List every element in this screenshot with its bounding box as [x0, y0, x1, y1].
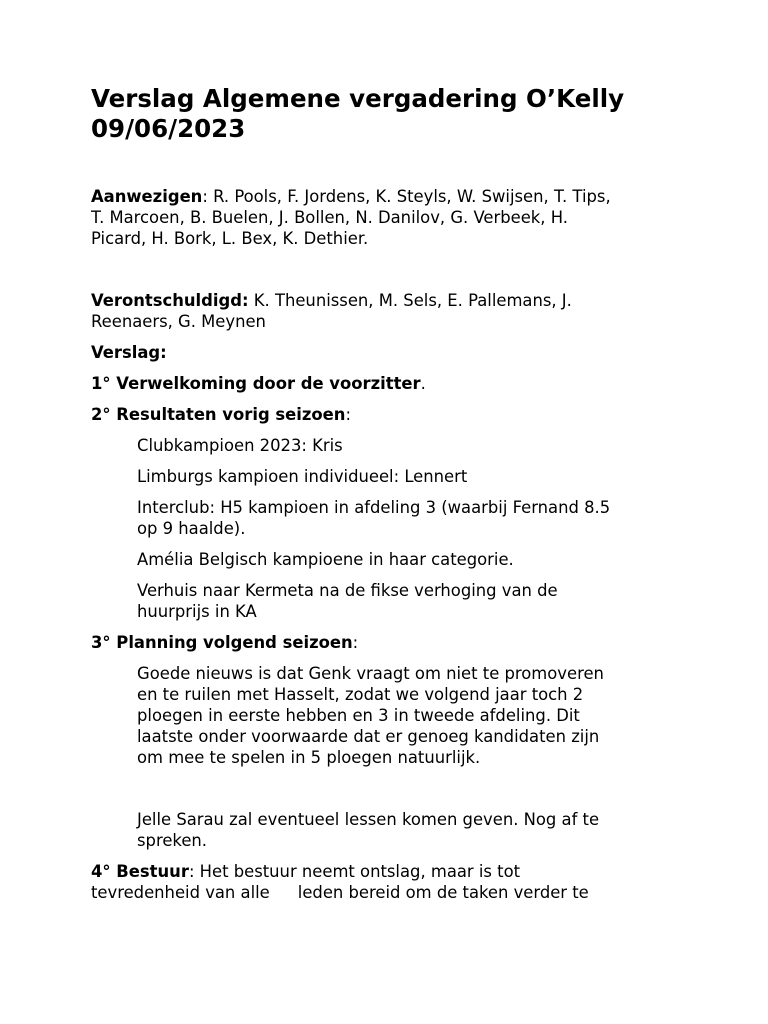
report-label: Verslag: — [91, 343, 167, 362]
excused-line-1: K. Theunissen, M. Sels, E. Pallemans, J. — [248, 291, 572, 310]
page-title — [91, 84, 731, 144]
planning-line: Jelle Sarau zal eventueel lessen komen geven. Nog af te — [137, 810, 600, 829]
attendees-paragraph — [91, 186, 681, 249]
agenda-item-1 — [91, 373, 681, 394]
planning-line: ploegen in eerste hebben en 3 in tweede afdeling. Dit — [137, 706, 580, 725]
result-entry-text: Interclub: H5 kampioen in afdeling 3 (waarbij Fernand 8.5 — [137, 498, 611, 517]
result-entry-text: Verhuis naar Kermeta na de fikse verhoging van de — [137, 581, 558, 600]
result-entry-text: Clubkampioen 2023: Kris — [137, 436, 343, 455]
planning-paragraph-2 — [137, 809, 677, 851]
agenda-item-2-label: 2° Resultaten vorig seizoen — [91, 405, 346, 424]
agenda-item-4-line-1: : Het bestuur neemt ontslag, maar is tot — [188, 862, 521, 881]
agenda-item-4 — [91, 861, 681, 903]
excused-label: Verontschuldigd: — [91, 291, 249, 310]
agenda-item-2 — [91, 404, 681, 425]
result-entry-text: op 9 haalde). — [137, 519, 246, 538]
attendees-line-1: R. Pools, F. Jordens, K. Steyls, W. Swijsen, T. Tips, — [207, 187, 611, 206]
result-entry-text: Limburgs kampioen individueel: Lennert — [137, 467, 468, 486]
planning-paragraph-1 — [137, 663, 677, 768]
result-entry-text: Amélia Belgisch kampioene in haar categorie. — [137, 550, 514, 569]
agenda-item-3-label: 3° Planning volgend seizoen — [91, 633, 353, 652]
excused-line-2: Reenaers, G. Meynen — [91, 312, 266, 331]
attendees-line-3: Picard, H. Bork, L. Bex, K. Dethier. — [91, 229, 369, 248]
planning-line: laatste onder voorwaarde dat er genoeg kandidaten zijn — [137, 727, 600, 746]
agenda-item-3-tail: : — [352, 633, 359, 652]
planning-line: en te ruilen met Hasselt, zodat we volgend jaar toch 2 — [137, 685, 584, 704]
attendees-sep: : — [202, 187, 208, 206]
agenda-item-4-line-2b: leden bereid om de taken verder te — [297, 883, 589, 902]
result-entry — [137, 466, 677, 487]
planning-line: spreken. — [137, 831, 207, 850]
agenda-item-3 — [91, 632, 681, 653]
report-heading — [91, 342, 681, 363]
agenda-item-4-label: 4° Bestuur — [91, 862, 189, 881]
title-line-1: Verslag Algemene vergadering O’Kelly — [91, 84, 625, 113]
agenda-item-4-line-2a: tevredenheid van alle — [91, 883, 270, 902]
result-entry — [137, 435, 677, 456]
attendees-label: Aanwezigen — [91, 187, 203, 206]
planning-line: om mee te spelen in 5 ploegen natuurlijk. — [137, 748, 481, 767]
agenda-item-2-tail: : — [345, 405, 352, 424]
excused-paragraph — [91, 290, 681, 332]
result-entry — [137, 580, 677, 622]
agenda-item-1-label: 1° Verwelkoming door de voorzitter — [91, 374, 421, 393]
result-entry — [137, 549, 677, 570]
result-entry-text: huurprijs in KA — [137, 602, 257, 621]
planning-line: Goede nieuws is dat Genk vraagt om niet te promoveren — [137, 664, 604, 683]
attendees-line-2: T. Marcoen, B. Buelen, J. Bollen, N. Danilov, G. Verbeek, H. — [91, 208, 568, 227]
agenda-item-1-tail: . — [420, 374, 426, 393]
title-date: 09/06/2023 — [91, 114, 246, 143]
result-entry — [137, 497, 677, 539]
